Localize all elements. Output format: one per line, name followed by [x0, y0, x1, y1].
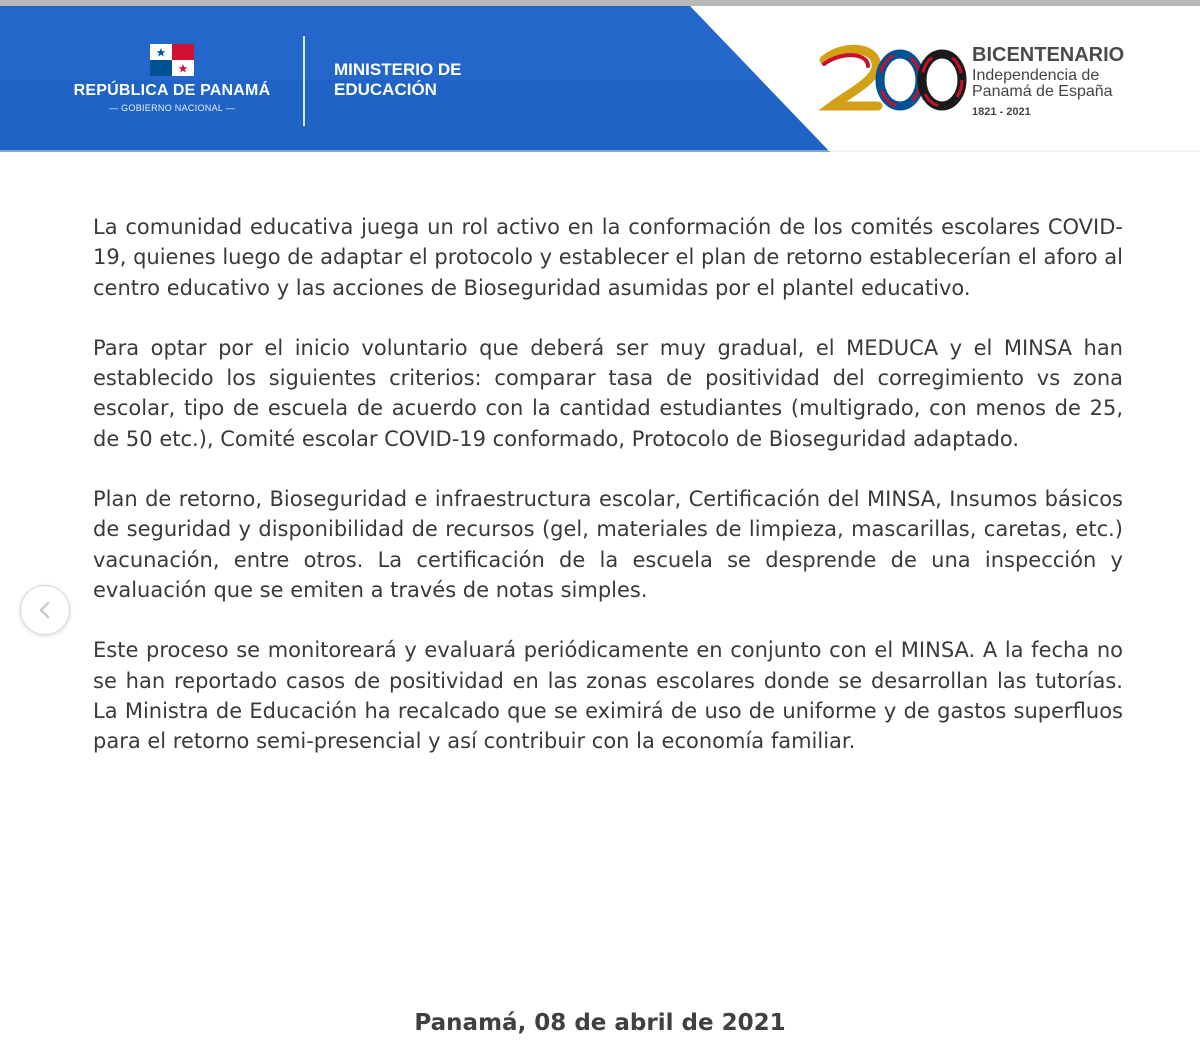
bicentenario-200-logo — [818, 38, 968, 118]
bicentenario-title: BICENTENARIO — [972, 44, 1125, 66]
previous-slide-button[interactable] — [20, 585, 70, 635]
ministry-line-2: EDUCACIÓN — [334, 80, 437, 99]
document-header — [0, 6, 1200, 152]
header-divider — [303, 36, 305, 126]
paragraph: Este proceso se monitoreará y evaluará periódicamente en conjunto con el MINSA. A la fecha no se han reportado casos de positividad en las zonas escolares donde se desarrollan las tutorías. La Ministra de Educación ha recalcado que se eximirá de uso de uniforme y de gastos superfluos para el retorno semi-presencial y así contribuir con la economía familiar. — [93, 638, 1123, 754]
bicentenario-line-1: Independencia de — [972, 67, 1100, 84]
paragraph: Para optar por el inicio voluntario que deberá ser muy gradual, el MEDUCA y el MINSA han establecido los siguientes criterios: comparar tasa de positividad del corregimiento vs zona escolar, tipo de escuela de acuerdo con la cantidad estudiantes (multigrado, con menos de 25, de 50 etc.), Comité escolar COVID-19 conformado, Protocolo de Bioseguridad adaptado. — [93, 335, 1123, 451]
paragraph: La comunidad educativa juega un rol activo en la conformación de los comités escolares COVID-19, quienes luego de adaptar el protocolo y establecer el plan de retorno establecerían el aforo al centro educativo y las acciones de Bioseguridad asumidas por el plantel educativo. — [93, 215, 1123, 300]
document-date: Panamá, 08 de abril de 2021 — [414, 1010, 786, 1036]
ministry-name — [334, 60, 504, 100]
republic-title: REPÚBLICA DE PANAMÁ — [73, 82, 271, 99]
document-body — [93, 212, 1123, 786]
chevron-left-icon — [35, 600, 55, 620]
bicentenario-line-2: Panamá de España — [972, 83, 1113, 100]
paragraph: Plan de retorno, Bioseguridad e infraestructura escolar, Certificación del MINSA, Insumos básicos de seguridad y disponibilidad de recursos (gel, materiales de limpieza, mascarillas, caretas, etc.) vacunación, entre otros. La certificación de la escuela se desprende de una inspección y evaluación que se emiten a través de notas simples. — [93, 487, 1123, 602]
bicentenario-years: 1821 - 2021 — [972, 106, 1031, 118]
ministry-line-1: MINISTERIO DE — [334, 60, 462, 79]
government-subtitle: — GOBIERNO NACIONAL — — [109, 103, 235, 113]
panama-flag-icon — [150, 44, 194, 76]
